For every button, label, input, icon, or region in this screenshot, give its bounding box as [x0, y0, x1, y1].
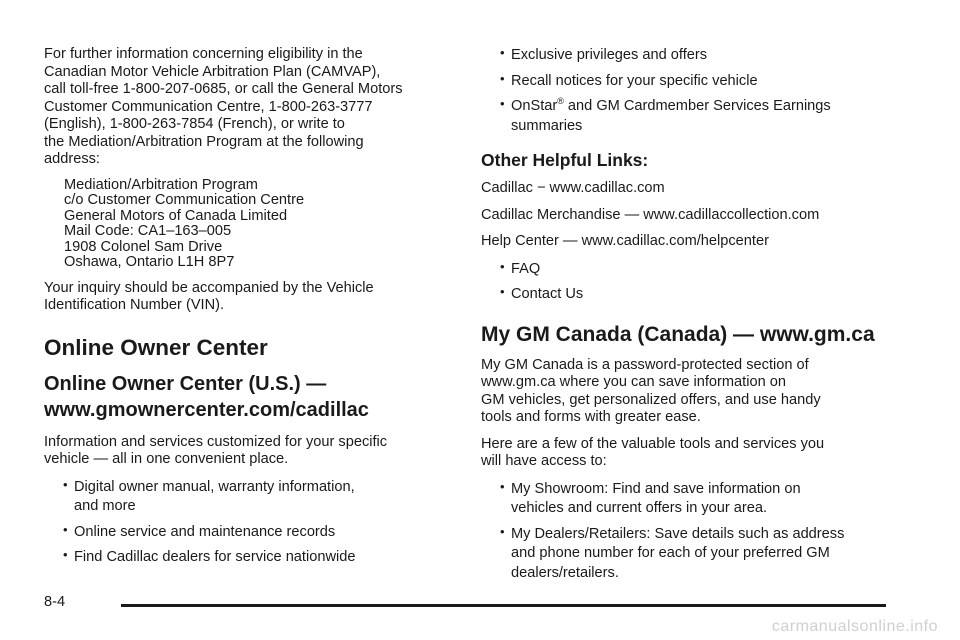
text-line: Your inquiry should be accompanied by the Vehicle [44, 279, 374, 296]
address-line: General Motors of Canada Limited [64, 207, 288, 224]
text-line: Information and services customized for your specific [44, 433, 388, 450]
address-line: Mediation/Arbitration Program [64, 176, 258, 193]
canada-paragraph [481, 357, 901, 427]
camvap-paragraph [44, 46, 444, 169]
owner-center-feature-list-continued [481, 46, 901, 136]
list-item [481, 480, 901, 519]
heading-line: www.gmownercenter.com/cadillac [44, 398, 369, 421]
text-line: GM vehicles, get personalized offers, and use handy [481, 391, 821, 408]
text-line: My Showroom: Find and save information on [511, 480, 801, 497]
list-item [44, 548, 444, 568]
bullet-icon: • [500, 284, 505, 299]
text-line: Exclusive privileges and offers [511, 47, 708, 63]
mailing-address [64, 178, 444, 271]
bullet-icon: • [500, 45, 505, 60]
text-line: Customer Communication Centre, 1-800-263-3777 [44, 98, 373, 115]
bullet-icon: • [500, 478, 505, 494]
address-line: Oshawa, Ontario L1H 8P7 [64, 254, 235, 270]
text-line: (English), 1-800-263-7854 (French), or write to [44, 116, 345, 132]
text-line: Contact Us [511, 286, 584, 302]
section-heading-my-gm-canada: My GM Canada (Canada) — www.gm.ca [481, 322, 875, 346]
text-line: Canadian Motor Vehicle Arbitration Plan (CAMVAP), [44, 63, 381, 80]
text-line: For further information concerning eligibility in the [44, 46, 363, 62]
link-help-center: Help Center — www.cadillac.com/helpcenter [481, 233, 769, 249]
text-line: Find Cadillac dealers for service nationwide [74, 549, 356, 565]
help-center-list [481, 260, 901, 305]
bullet-icon: • [63, 476, 68, 492]
link-cadillac: Cadillac − www.cadillac.com [481, 180, 665, 196]
footer-divider [121, 604, 886, 607]
heading-line: Online Owner Center (U.S.) — [44, 372, 327, 395]
right-column [481, 46, 901, 589]
list-item [481, 285, 901, 305]
bullet-icon: • [500, 70, 505, 86]
bullet-icon: • [63, 521, 68, 537]
text-line: vehicle — all in one convenient place. [44, 451, 289, 467]
text-line: the Mediation/Arbitration Program at the following [44, 133, 364, 150]
link-cadillac-merchandise: Cadillac Merchandise — www.cadillaccollection.com [481, 206, 820, 223]
text-line: address: [44, 151, 100, 167]
tools-list [481, 480, 901, 584]
text-line: My Dealers/Retailers: Save details such as address [511, 525, 845, 542]
list-item [481, 46, 901, 66]
list-item [481, 97, 901, 136]
watermark: carmanualsonline.info [771, 618, 938, 635]
address-line: Mail Code: CA1–163–005 [64, 223, 232, 239]
list-item [44, 523, 444, 543]
text-line: dealers/retailers. [511, 564, 619, 581]
text-line: tools and forms with greater ease. [481, 409, 701, 425]
text-line: summaries [511, 117, 583, 134]
list-item [44, 478, 444, 517]
text-line: call toll-free 1-800-207-0685, or call the General Motors [44, 81, 403, 97]
text-line: My GM Canada is a password-protected section of [481, 356, 809, 373]
tools-paragraph [481, 436, 901, 471]
list-item [481, 72, 901, 92]
text-line: www.gm.ca where you can save information on [481, 374, 786, 390]
text-line: Digital owner manual, warranty information, [74, 478, 355, 495]
list-item [481, 260, 901, 280]
text-line: Online service and maintenance records [74, 523, 336, 540]
bullet-icon: • [500, 96, 505, 111]
section-heading-other-helpful-links: Other Helpful Links: [481, 150, 649, 170]
text-line: and phone number for each of your preferred GM [511, 545, 830, 561]
section-heading-online-owner-center: Online Owner Center [44, 334, 268, 360]
text-line: and GM Cardmember Services Earnings [563, 98, 831, 114]
page-number: 8-4 [44, 594, 66, 610]
text-line: OnStar [511, 98, 558, 114]
registered-mark: ® [557, 96, 564, 107]
owner-center-feature-list [44, 478, 444, 568]
vin-paragraph [44, 280, 444, 315]
text-line: Here are a few of the valuable tools and services you [481, 435, 825, 452]
address-line: c/o Customer Communication Centre [64, 192, 305, 208]
subsection-heading-us [44, 371, 444, 423]
text-line: FAQ [511, 260, 541, 277]
text-line: will have access to: [481, 453, 607, 469]
text-line: Identification Number (VIN). [44, 297, 225, 313]
left-column [44, 46, 444, 574]
text-line: vehicles and current offers in your area. [511, 500, 768, 516]
bullet-icon: • [500, 523, 505, 539]
address-line: 1908 Colonel Sam Drive [64, 238, 223, 255]
info-paragraph [44, 434, 444, 469]
text-line: and more [74, 498, 136, 514]
list-item [481, 525, 901, 584]
bullet-icon: • [63, 547, 68, 562]
text-line: Recall notices for your specific vehicle [511, 72, 758, 89]
bullet-icon: • [500, 258, 505, 274]
